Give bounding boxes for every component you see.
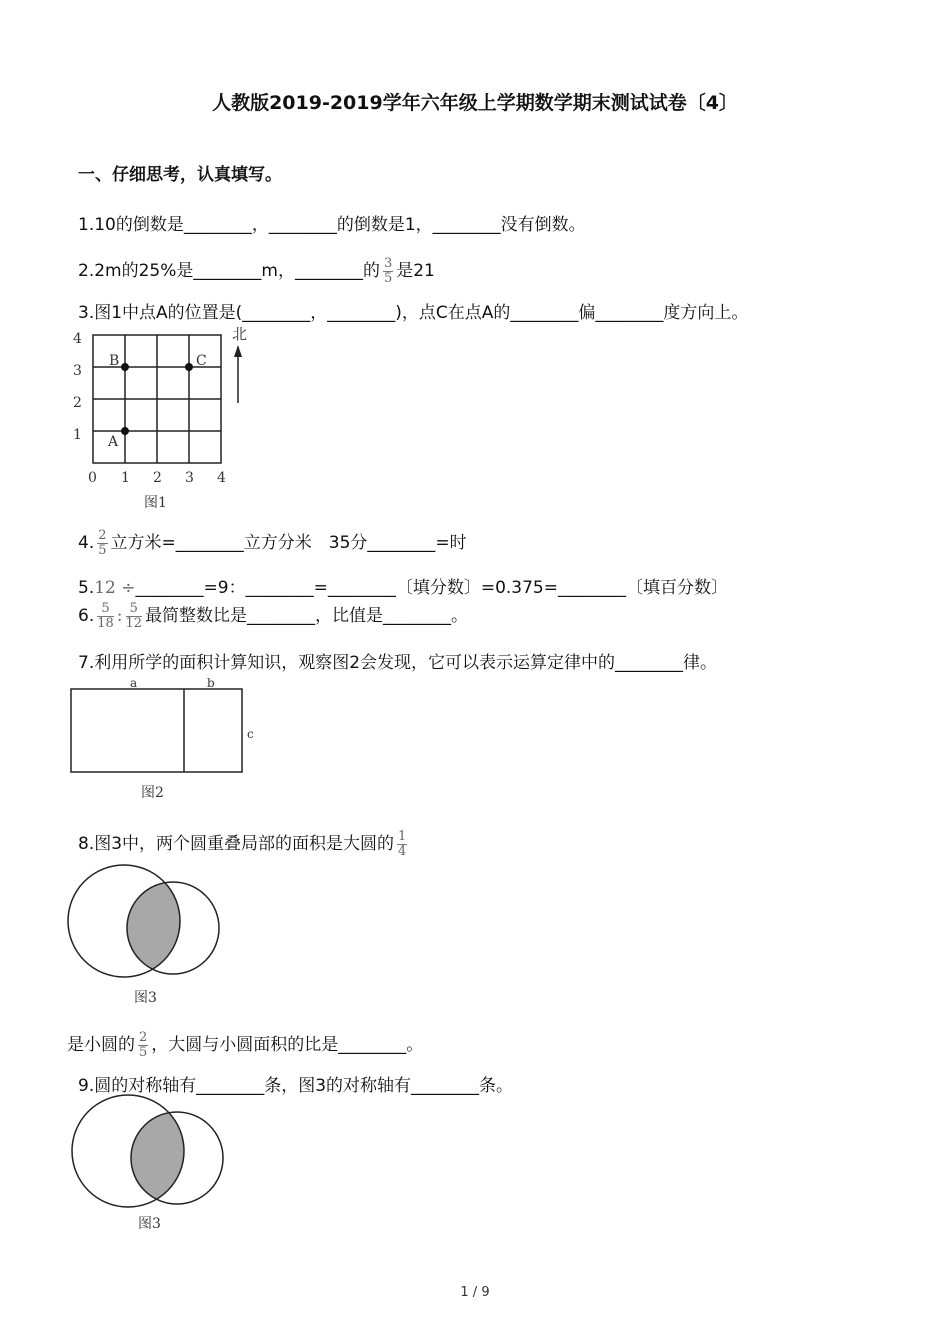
x-tick-3: 3 [185, 470, 194, 486]
question-8 [78, 829, 410, 859]
q4-number: 4. [78, 533, 95, 553]
q8-fraction: $\frac{1}{4}$ [398, 828, 407, 859]
figure-3-circles-repeat [64, 1092, 234, 1242]
page-title: 人教版2019-2019学年六年级上学期数学期末测试试卷〔4〕 [212, 92, 738, 114]
label-a-side: a [130, 676, 138, 690]
q6-text: 最简整数比是________，比值是________。 [145, 606, 469, 626]
question-2 [78, 256, 435, 286]
y-tick-4: 4 [73, 331, 82, 347]
q2-fraction: $\frac{3}{5}$ [383, 255, 393, 286]
question-3: 3.图1中点A的位置是(________，________)，点C在点A的________偏________度方向上。 [78, 303, 749, 323]
point-c [185, 363, 193, 371]
question-8-continued [67, 1030, 423, 1060]
figure-3-caption: 图3 [134, 990, 157, 1006]
question-5 [78, 573, 728, 598]
label-c-side: c [247, 727, 254, 741]
question-6 [78, 601, 468, 631]
q6-number: 6. [78, 606, 95, 626]
y-tick-1: 1 [73, 427, 82, 443]
label-a: A [108, 434, 119, 450]
q6-fraction-1: $\frac{5}{18}$ [97, 600, 114, 631]
q4-text: 立方米=________立方分米 35分________=时 [110, 533, 467, 553]
q4-fraction: $\frac{2}{5}$ [98, 527, 107, 558]
label-b: B [109, 353, 120, 369]
figure-3-caption: 图3 [138, 1216, 161, 1232]
label-b-side: b [207, 676, 215, 690]
figure-2-rectangles [66, 673, 266, 808]
question-1: 1.10的倒数是________，________的倒数是1，________没有倒数。 [78, 215, 586, 235]
y-tick-3: 3 [73, 363, 82, 379]
figure-1-grid [68, 325, 258, 515]
figure-2-caption: 图2 [141, 785, 164, 801]
figure-1-caption: 图1 [144, 495, 167, 511]
x-tick-0: 0 [88, 470, 97, 486]
q6-colon: : [116, 606, 123, 626]
point-b [121, 363, 129, 371]
q5-expression: 12 ÷ [94, 578, 136, 598]
q8-text: 8.图3中，两个圆重叠局部的面积是大圆的 [78, 834, 395, 854]
x-tick-4: 4 [217, 470, 226, 486]
x-tick-2: 2 [153, 470, 162, 486]
question-7: 7.利用所学的面积计算知识，观察图2会发现，它可以表示运算定律中的________律。 [78, 653, 718, 673]
page-number: 1 / 9 [460, 1285, 490, 1300]
q8b-text-after: ，大圆与小圆面积的比是________。 [151, 1035, 424, 1055]
point-a [121, 427, 129, 435]
q8b-text-before: 是小圆的 [67, 1035, 135, 1055]
q5-number: 5. [78, 578, 95, 598]
north-label: 北 [232, 325, 248, 343]
label-c: C [196, 353, 207, 369]
q2-text-after: 是21 [396, 261, 435, 281]
question-4 [78, 528, 467, 558]
q6-fraction-2: $\frac{5}{12}$ [125, 600, 143, 631]
q8b-fraction: $\frac{2}{5}$ [139, 1029, 148, 1060]
q5-text: ________=9：________=________〔填分数〕=0.375=________〔填百分数〕 [135, 578, 728, 598]
figure-3-circles [60, 862, 230, 1012]
y-tick-2: 2 [73, 395, 82, 411]
section-heading: 一、仔细思考，认真填写。 [78, 165, 282, 185]
question-9: 9.圆的对称轴有________条，图3的对称轴有________条。 [78, 1076, 514, 1096]
q2-text-before: 2.2m的25%是________m，________的 [78, 261, 380, 281]
x-tick-1: 1 [121, 470, 130, 486]
